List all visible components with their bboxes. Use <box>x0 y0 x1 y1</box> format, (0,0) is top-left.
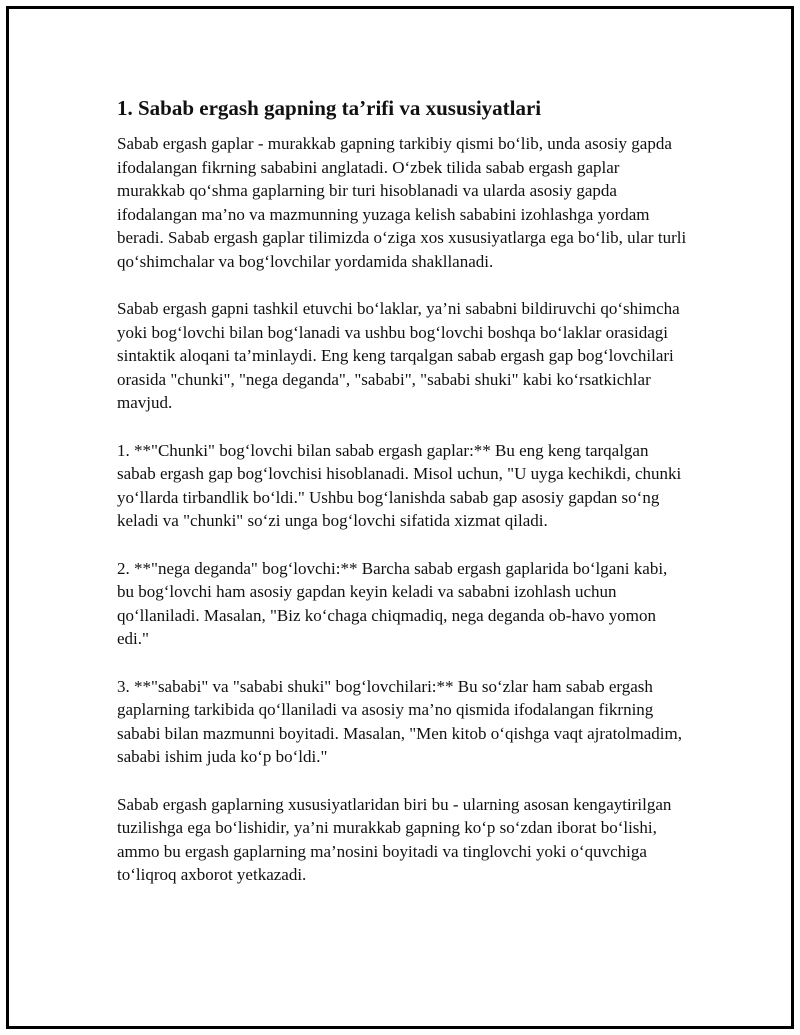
paragraph-conjunctions: Sabab ergash gapni tashkil etuvchi bo‘laklar, ya’ni sababni bildiruvchi qo‘shimcha yoki bog‘lovchi bilan bog‘lanadi va ushbu bog‘lovchi boshqa bo‘laklar orasidagi sintaktik aloqani ta’minlaydi. Eng keng tarqalgan sabab ergash gap bog‘lovchilari orasida "chunki", "nega deganda", "sababi", "sababi shuki" kabi ko‘rsatkichlar mavjud. <box>117 299 680 412</box>
page-title: 1. Sabab ergash gapning ta’rifi va xususiyatlari <box>117 96 542 120</box>
paragraph-chunki: 1. **"Chunki" bog‘lovchi bilan sabab ergash gaplar:** Bu eng keng tarqalgan sabab ergash gap bog‘lovchisi hisoblanadi. Misol uchun, "U uyga kechikdi, chunki yo‘llarda tirbandlik bo‘ldi." Ushbu bog‘lanishda sabab gap asosiy gapdan so‘ng keladi va "chunki" so‘zi unga bog‘lovchi sifatida xizmat qiladi. <box>117 440 682 530</box>
document-body <box>117 94 687 887</box>
paragraph-features: Sabab ergash gaplarning xususiyatlaridan biri bu - ularning asosan kengaytirilgan tuzilishga ega bo‘lishidir, ya’ni murakkab gapning ko‘p so‘zdan iborat bo‘lishi, ammo bu ergash gaplarning ma’nosini boyitadi va tinglovchi yoki o‘quvchiga to‘liqroq axborot yetkazadi. <box>117 794 672 884</box>
paragraph-definition: Sabab ergash gaplar - murakkab gapning tarkibiy qismi bo‘lib, unda asosiy gapda ifodalangan fikrning sababini anglatadi. O‘zbek tilida sabab ergash gaplar murakkab qo‘shma gaplarning bir turi hisoblanadi va ularda asosiy gapda ifodalangan ma’no va mazmunning yuzaga kelish sababini izohlashga yordam beradi. Sabab ergash gaplar tilimizda o‘ziga xos xususiyatlarga ega bo‘lib, ular turli qo‘shimchalar va bog‘lovchilar yordamida shakllanadi. <box>117 134 687 271</box>
paragraph-nega-deganda: 2. **"nega deganda" bog‘lovchi:** Barcha sabab ergash gaplarida bo‘lgani kabi, bu bog‘lovchi ham asosiy gapdan keyin keladi va sababni izohlash uchun qo‘llaniladi. Masalan, "Biz ko‘chaga chiqmadiq, nega deganda ob-havo yomon edi." <box>117 558 668 648</box>
paragraph-sababi: 3. **"sababi" va "sababi shuki" bog‘lovchilari:** Bu so‘zlar ham sabab ergash gaplarning tarkibida qo‘llaniladi va asosiy ma’no qismida ifodalangan fikrning sababi bilan mazmunni boyitadi. Masalan, "Men kitob o‘qishga vaqt ajratolmadim, sababi ishim juda ko‘p bo‘ldi." <box>117 676 682 766</box>
